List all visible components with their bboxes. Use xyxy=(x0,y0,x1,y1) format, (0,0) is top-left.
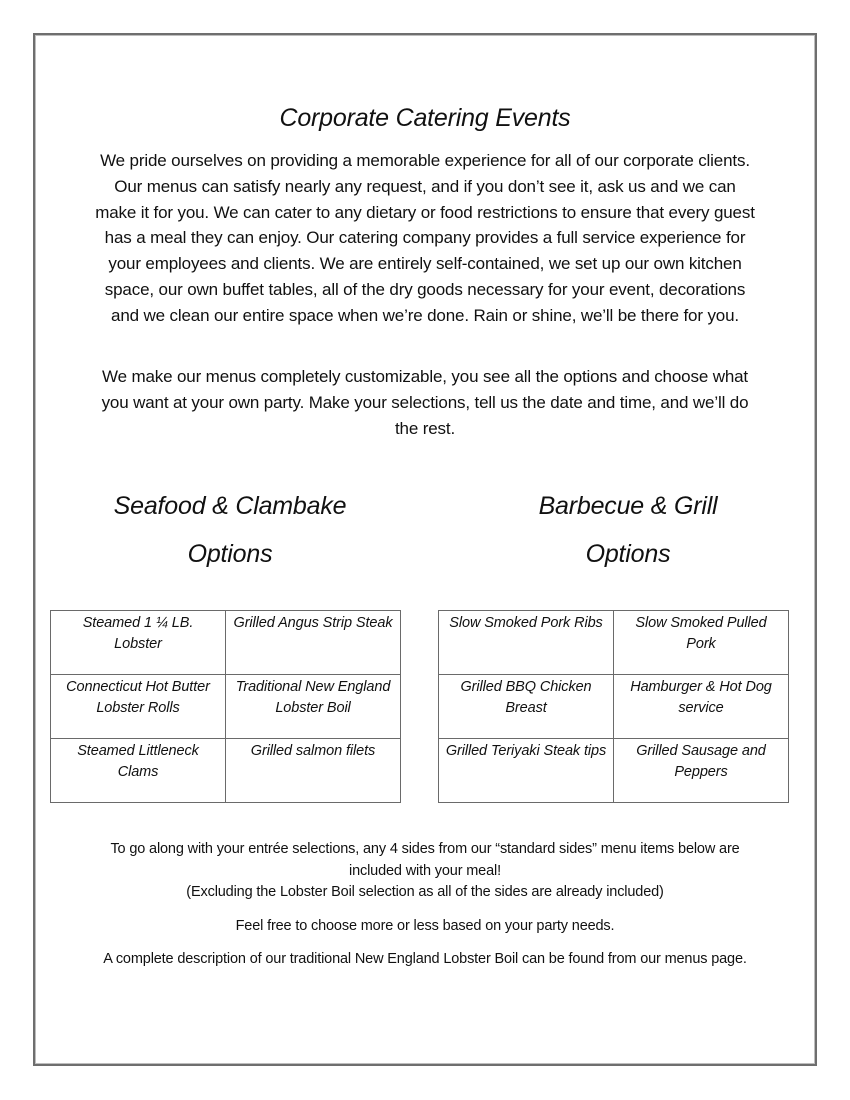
menu-item: Hamburger & Hot Dog service xyxy=(614,675,789,739)
seafood-heading-line1: Seafood & Clambake xyxy=(113,492,347,520)
table-row xyxy=(439,611,789,675)
seafood-options-table xyxy=(50,610,401,803)
menu-item: Slow Smoked Pork Ribs xyxy=(439,611,614,675)
intro-paragraph: We pride ourselves on providing a memorable experience for all of our corporate clients. Our menus can satisfy nearly any request, and if you don’t see it, ask us and we can make it for you. We can cater to any dietary or food restrictions to ensure that every guest has a meal they can enjoy. Our catering company provides a full service experience for your employees and clients. We are entirely self-contained, we set up our own kitchen space, our own buffet tables, all of the dry goods necessary for your event, decorations and we clean our entire space when we’re done. Rain or shine, we’ll be there for you. xyxy=(95,151,755,325)
feel-free-note: Feel free to choose more or less based on your party needs. xyxy=(235,918,615,934)
table-row xyxy=(439,739,789,803)
menu-item: Traditional New England Lobster Boil xyxy=(226,675,401,739)
menu-item: Slow Smoked Pulled Pork xyxy=(614,611,789,675)
bbq-heading-line1: Barbecue & Grill xyxy=(538,492,718,520)
menu-item: Steamed Littleneck Clams xyxy=(51,739,226,803)
menu-item: Connecticut Hot Butter Lobster Rolls xyxy=(51,675,226,739)
menu-item: Grilled salmon filets xyxy=(226,739,401,803)
menu-item: Grilled BBQ Chicken Breast xyxy=(439,675,614,739)
page-title: Corporate Catering Events xyxy=(279,104,571,132)
table-row xyxy=(51,675,401,739)
table-row xyxy=(51,739,401,803)
bbq-section-heading xyxy=(448,482,808,578)
menu-item: Grilled Sausage and Peppers xyxy=(614,739,789,803)
table-row xyxy=(439,675,789,739)
sides-note-line1: To go along with your entrée selections, any 4 sides from our “standard sides” menu items below are included with your meal! xyxy=(110,841,740,879)
sides-note-line2: (Excluding the Lobster Boil selection as all of the sides are already included) xyxy=(186,884,664,900)
lobster-boil-note: A complete description of our traditional New England Lobster Boil can be found from our menus page. xyxy=(103,951,747,967)
bbq-options-table xyxy=(438,610,789,803)
menu-item: Steamed 1 ¼ LB. Lobster xyxy=(51,611,226,675)
seafood-heading-line2: Options xyxy=(187,540,273,568)
bbq-heading-line2: Options xyxy=(585,540,671,568)
table-row xyxy=(51,611,401,675)
menu-item: Grilled Angus Strip Steak xyxy=(226,611,401,675)
customization-paragraph: We make our menus completely customizable, you see all the options and choose what you want at your own party. Make your selections, tell us the date and time, and we’ll do the rest. xyxy=(101,367,749,438)
seafood-section-heading xyxy=(50,482,410,578)
menu-item: Grilled Teriyaki Steak tips xyxy=(439,739,614,803)
sides-note xyxy=(100,839,750,904)
